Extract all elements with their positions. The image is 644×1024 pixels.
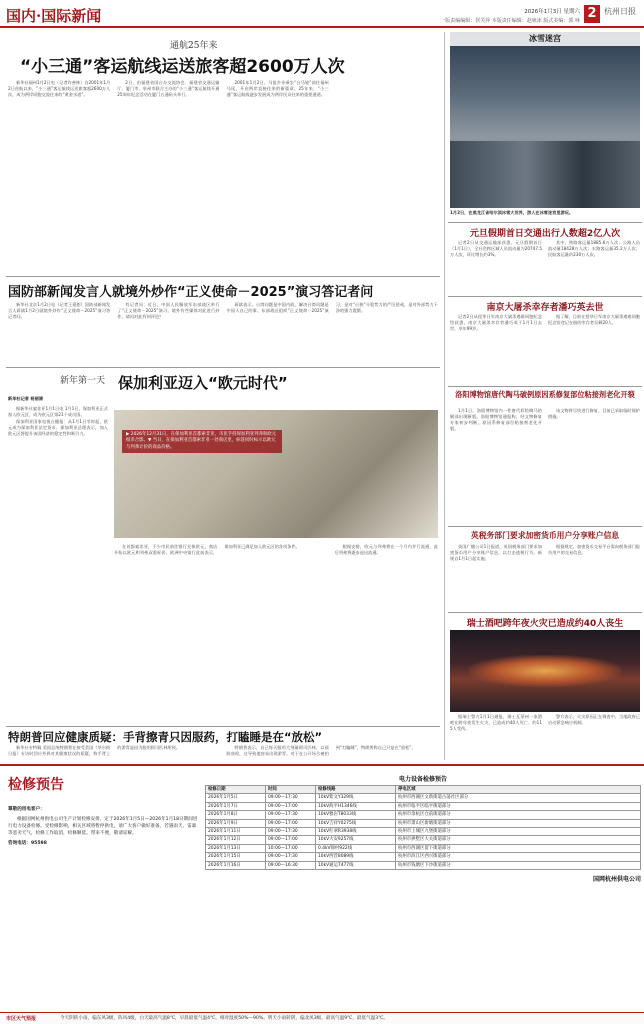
table-cell: 0.4kV锦村922线 <box>316 844 396 852</box>
intro-body: 根据国网杭州供电公司生产计划检修安排，定于2026年1月5日—2026年1月18日期间进行电力设备检修。受检修影响，相关区域将暂停供电，请广大客户做好准备。若遇雨天、雷暴等恶劣天气，检修工作取消，检修顺延。带来不便，敬请谅解。 <box>8 817 198 836</box>
table-cell: 杭州市临平区临平街道部分 <box>396 802 641 810</box>
paper-logo: 杭州日报 <box>604 7 636 16</box>
article-body <box>8 80 438 272</box>
intro-heading: 尊敬的用电客户： <box>8 807 45 812</box>
maintenance-intro <box>8 806 198 847</box>
table-cell: 2026年1月5日 <box>206 794 266 802</box>
article-paragraph: 蒋斌表示，台湾问题是中国内政，解决台湾问题是中国人自己的事。东部战区组织“正义使命－2025”演习，是对“台独”分裂势力的严厉惩戒，是对外部势力干涉的强力震慑。 <box>226 302 438 313</box>
divider <box>448 222 642 223</box>
table-cell: 09:00—17:00 <box>266 836 316 844</box>
article-byline: 新华社记者 杨丽清 <box>8 396 43 401</box>
table-cell: 10kV雅岩T8033线 <box>316 811 396 819</box>
article-paragraph: 根据安排，欧元与列弗将在一个月内并行流通，此后列弗将逐步退出流通。 <box>334 544 438 555</box>
table-cell: 杭州市萧山区新塘街道部分 <box>396 819 641 827</box>
table-cell: 2026年1月9日 <box>206 819 266 827</box>
article-paragraph: 其中，铁路客运量1885.6万人次；公路人员流动量18428万人次；水路客运量35.2万人次；民航客运量约230万人次。 <box>548 240 640 257</box>
sidebar-article-body <box>450 408 640 524</box>
sidebar-article-title: 南京大屠杀幸存者潘巧英去世 <box>486 303 604 313</box>
article-paragraph: 特朗普表示，自己每天服用大剂量阿司匹林，以预防血栓，这导致他容易出现淤青。对于在公开场合被拍到“打瞌睡”，特朗普称自己只是在“放松”。 <box>226 745 416 756</box>
article-headline: 国防部新闻发言人就境外炒作“正义使命－2025”演习答记者问 <box>8 285 374 300</box>
table-cell: 2026年1月7日 <box>206 802 266 810</box>
article-headline: 保加利亚迈入“欧元时代” <box>118 374 288 392</box>
table-cell: 杭州市拱墅区大关街道部分 <box>396 836 641 844</box>
article-paragraph: 据新华社索非亚1月1日电 1月1日，保加利亚正式加入欧元区，成为欧元区第21个成员国。 <box>8 406 108 417</box>
article-headline: 特朗普回应健康质疑：手背擦青只因服药，打瞌睡是在“放松” <box>8 730 323 744</box>
article-paragraph: 新华社专特稿 美国总统特朗普在接受美国《华尔街日报》专访时回应外界对其健康状况的质疑，称手背上的淤青是因为服用阿司匹林所致。 <box>8 745 181 756</box>
header-editors: 一版责编编辑：侯芙萍 本版责任编辑：赵咏冰 版式美编：郭 咏 <box>440 18 580 24</box>
article-paragraph: 2001年1月2日，马祖乡亲乘坐“台马轮”前往福州马尾，开启两岸直接往来的新篇章。25年来，“小三通”客运航线逐步发展成为两岸民众往来的重要通道。 <box>226 80 329 97</box>
table-cell: 杭州市西湖区留下街道部分 <box>396 844 641 852</box>
article-paragraph: 有记者问：近日，中国人民解放军东部战区举行了“正义使命－2025”演习，境外有些媒体对此进行炒作，请问对此有何评论？ <box>117 302 220 319</box>
table-header-row <box>206 786 641 794</box>
table-cell: 09:00—17:00 <box>266 802 316 810</box>
table-cell: 杭州市钱塘区下沙街道部分 <box>396 861 641 869</box>
table-cell: 09:00—17:30 <box>266 853 316 861</box>
maintenance-schedule-table <box>205 785 641 870</box>
article-paragraph: 根据规定，加密货币交易平台需向税务部门报告用户的交易信息。 <box>548 544 640 555</box>
maintenance-title: 检修预告 <box>8 777 64 793</box>
table-cell: 09:00—17:30 <box>266 811 316 819</box>
table-row <box>206 811 641 819</box>
table-cell: 10kV西营8089线 <box>316 853 396 861</box>
table-cell: 09:00—17:30 <box>266 828 316 836</box>
sidebar-article-body <box>450 544 640 610</box>
column-header: 检修日期 <box>206 786 266 794</box>
article-paragraph: 据了解，目前在侵华日军南京大屠杀遇难同胞纪念馆登记在册的幸存者仅剩20人。 <box>548 314 640 325</box>
table-row <box>206 836 641 844</box>
article-paragraph: 保加利亚国家电视台播报：从1月1日零时起，欧元成为保加利亚法定货币。保加利亚总理表示，加入欧元区将提升该国经济的稳定性和吸引力。 <box>8 419 108 436</box>
article-paragraph: 据瑞士警方1月1日通报，瑞士瓦莱州一家酒吧在跨年夜发生火灾，已造成约40人死亡、约115人受伤。 <box>450 714 542 731</box>
photo-label: 冰雪迷宫 <box>450 32 640 46</box>
intro-contact: 咨询电话：95598 <box>8 841 47 846</box>
table-cell: 10:00—17:00 <box>266 844 316 852</box>
column-divider <box>444 32 445 760</box>
article-paragraph: 在首都索非亚，不少市民前往银行兑换欧元，商店开始以欧元和列弗双重标价。欧洲中央银行此前表示，保加利亚已满足加入欧元区的各项条件。 <box>114 544 300 555</box>
table-cell: 2026年1月8日 <box>206 811 266 819</box>
weather-text: 今天阴转小雨，偏东风3级，阵风4级，白天最高气温8℃，早晨最低气温4℃。相对湿度50%—90%。明天小雨转阴，偏北风3级，最高气温9℃，最低气温3℃。 <box>60 1016 388 1021</box>
divider <box>6 276 440 277</box>
divider <box>448 296 642 297</box>
table-row <box>206 853 641 861</box>
table-cell: 09:00—17:30 <box>266 794 316 802</box>
table-cell: 2026年1月11日 <box>206 828 266 836</box>
table-row <box>206 802 641 810</box>
table-row <box>206 794 641 802</box>
table-cell: 2026年1月13日 <box>206 844 266 852</box>
article-headline: “小三通”客运航线运送旅客超2600万人次 <box>20 57 345 77</box>
article-body <box>8 406 108 726</box>
sidebar-article-body <box>450 240 640 294</box>
divider <box>448 612 642 613</box>
divider <box>448 526 642 527</box>
table-title: 电力设备检修预告 <box>398 776 447 783</box>
column-header: 检修线路 <box>316 786 396 794</box>
table-cell: 10kV吉祥Y0275线 <box>316 819 396 827</box>
sidebar-article-title: 瑞士酒吧跨年夜火灾已造成约40人丧生 <box>466 619 624 629</box>
section-title: 国内·国际新闻 <box>6 7 102 25</box>
article-paragraph: 该文物将尽快进行修复，目前已采取临时保护措施。 <box>548 408 640 419</box>
divider <box>448 386 642 387</box>
page-number: 2 <box>584 5 600 23</box>
table-cell: 10kV海平H1346线 <box>316 802 396 810</box>
header-date: 2026年1月3日 星期六 <box>524 9 580 15</box>
article-paragraph: 1月1日，洛阳博物馆内一件唐代彩绘陶马的腿部出现断裂。洛阳博物馆通报称，经文物修复专家初步判断，原因系修复部位粘接剂老化开裂。 <box>450 408 542 431</box>
divider <box>6 726 440 727</box>
sidebar-article-title: 元旦假期首日交通出行人数超2亿人次 <box>469 229 621 239</box>
table-cell: 10kV紫文Y329线 <box>316 794 396 802</box>
weather-footer <box>0 1012 644 1024</box>
article-body <box>8 302 438 364</box>
table-row <box>206 861 641 869</box>
sidebar-article-title: 英税务部门要求加密货币用户分享账户信息 <box>470 531 620 540</box>
table-cell: 杭州市上城区九堡街道部分 <box>396 828 641 836</box>
article-paragraph: 警方表示，火灾原因正在调查中。当地政府已启动紧急响应机制。 <box>548 714 640 725</box>
table-cell: 10kV红翠R3938线 <box>316 828 396 836</box>
article-kicker: 通航25年来 <box>170 41 218 51</box>
photo-caption: 1月2日，在黑龙江省哈尔滨冰雪大世界，游人在冰雪迷宫里游玩。 <box>450 210 574 215</box>
article-paragraph: 2日，由福建省国台办交流协会、福建省交通运输厅、厦门市、泉州市联合主办的“小三通”客运航线开通25周年纪念活动在厦门五通码头举行。 <box>117 80 220 97</box>
table-cell: 10kV大安9257线 <box>316 836 396 844</box>
table-cell: 09:00—16:30 <box>266 861 316 869</box>
table-body <box>206 794 641 870</box>
maintenance-signature: 国网杭州供电公司 <box>592 876 641 884</box>
news-photo <box>450 630 640 712</box>
article-paragraph: 新华社北京1月2日电（记者王嘉恕）国防部新闻发言人蒋斌1月2日就境外炒作“正义使命－2025”演习答记者问。 <box>8 302 111 319</box>
table-cell: 09:00—17:00 <box>266 819 316 827</box>
column-header: 时间 <box>266 786 316 794</box>
article-paragraph: 记者2日从侵华日军南京大屠杀遇难同胞纪念馆获悉，南京大屠杀幸存者潘巧英于1月1日去世，享年99岁。 <box>450 314 542 331</box>
maintenance-notice <box>0 764 644 1010</box>
table-cell: 10kV通运7477线 <box>316 861 396 869</box>
article-body <box>114 544 438 724</box>
article-paragraph: 英国广播公司1日报道，英国税务部门要求加密货币用户分享账户信息，以打击逃税行为。新规自1月1日起实施。 <box>450 544 542 561</box>
column-header: 停电区域 <box>396 786 641 794</box>
news-photo <box>450 32 640 208</box>
article-paragraph: 记者2日从交通运输部获悉，元旦假期首日（1月1日），全社会跨区域人员流动量为20747.5万人次，环比增长约3%。 <box>450 240 542 257</box>
sidebar-article-body <box>450 714 640 760</box>
table-row <box>206 819 641 827</box>
divider <box>6 367 440 368</box>
table-cell: 2026年1月12日 <box>206 836 266 844</box>
photo-caption: ▶ 2026年12月31日，在保加利亚首都索非亚，市民手持保加利亚列弗和欧元纸币合影。▼ 当日，在保加利亚首都索非亚一处商店里，标签同时标示以欧元与列弗计价的商品价格。 <box>122 430 282 453</box>
table-row <box>206 828 641 836</box>
article-paragraph: 新华社福州1月2日电（记者许善林）自2001年1月2日首航以来，“小三通”客运航线运送旅客超2600万人次，成为两岸同胞交流往来的“黄金水道”。 <box>8 80 111 97</box>
article-kicker: 新年第一天 <box>60 376 106 386</box>
sidebar-article-body <box>450 314 640 384</box>
page-header <box>0 0 644 28</box>
sidebar-article-title: 洛阳博物馆唐代陶马破例原因系修复部位粘接剂老化开裂 <box>455 390 635 399</box>
table-cell: 2026年1月15日 <box>206 853 266 861</box>
maintenance-table <box>205 774 641 883</box>
table-row <box>206 844 641 852</box>
table-cell: 2026年1月16日 <box>206 861 266 869</box>
news-photo <box>114 410 438 538</box>
weather-label: 市区天气预报 <box>6 1016 37 1022</box>
table-cell: 杭州市西湖区文新街道古荡社区部分 <box>396 794 641 802</box>
article-body <box>8 745 438 763</box>
table-cell: 杭州市余杭区仓前街道部分 <box>396 811 641 819</box>
table-cell: 杭州市滨江区西兴街道部分 <box>396 853 641 861</box>
